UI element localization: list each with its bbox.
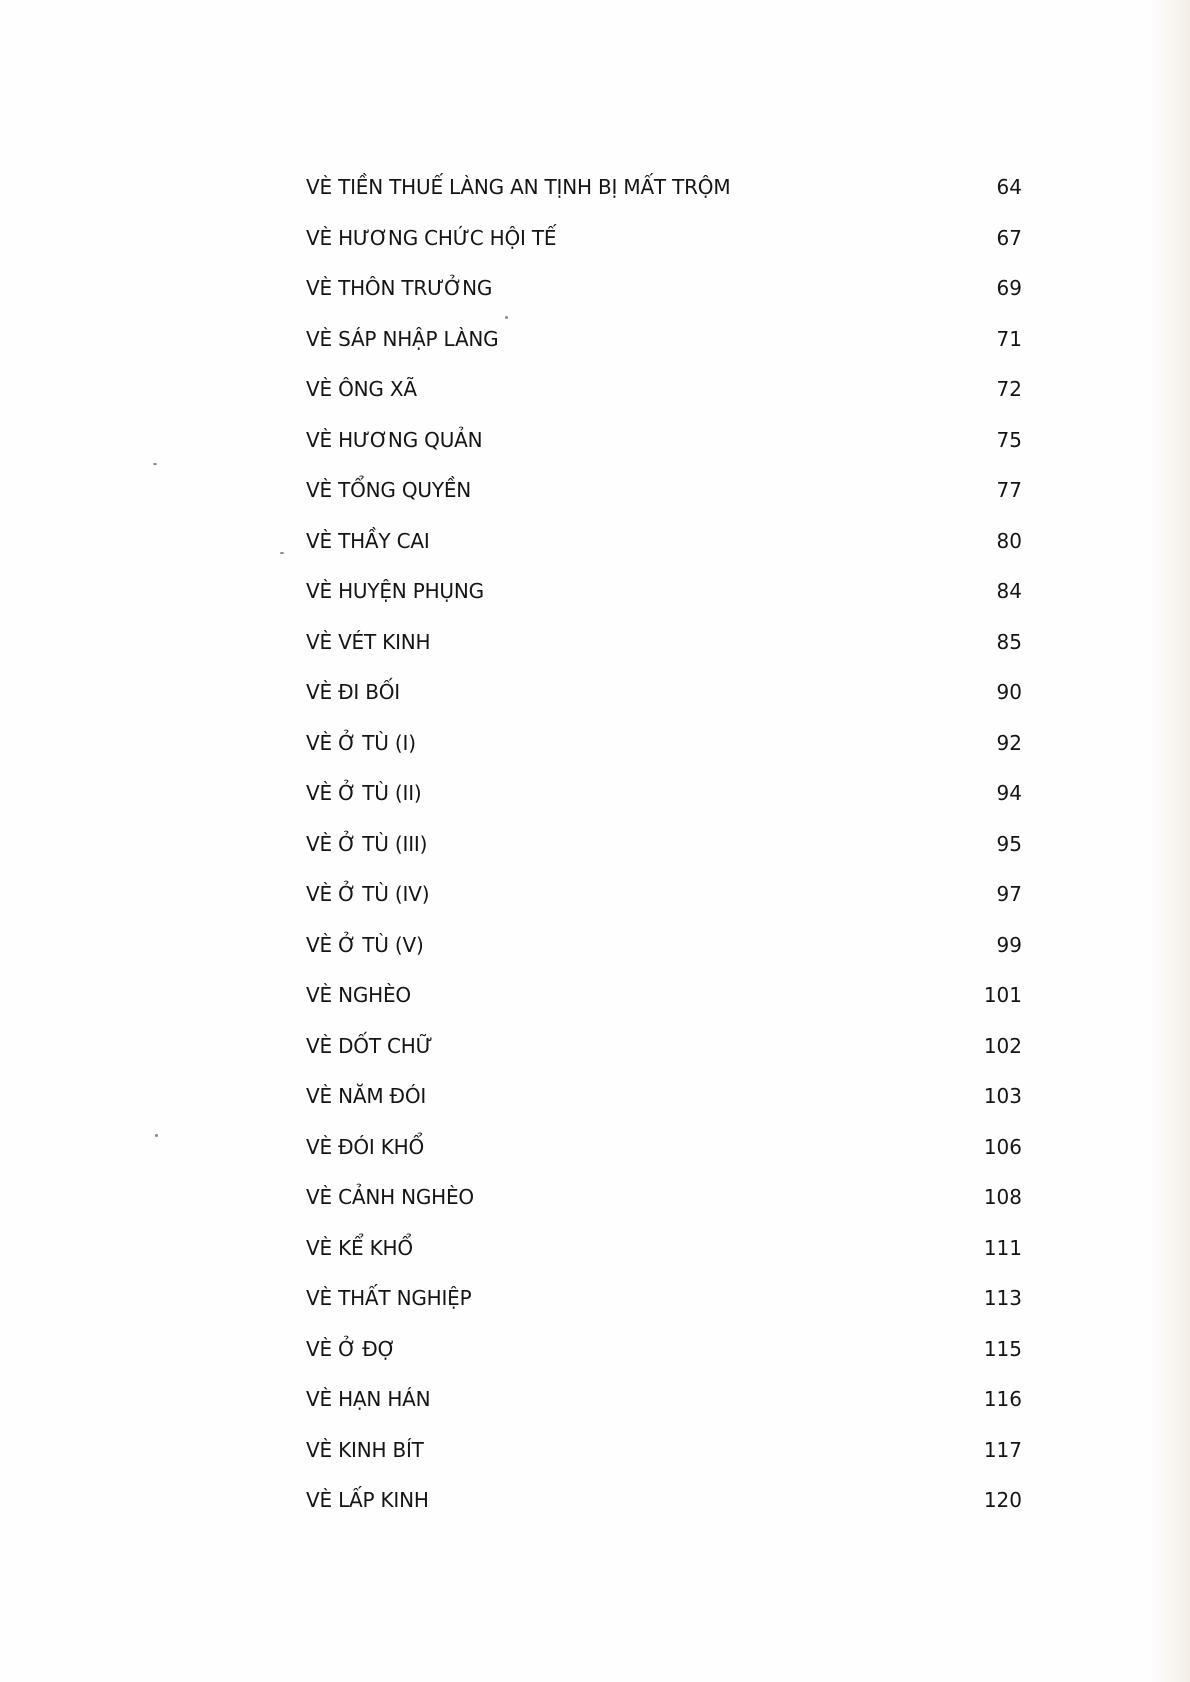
- toc-entry-title: VÈ LẤP KINH: [306, 1488, 429, 1512]
- toc-entry-page-number: 90: [996, 680, 1022, 704]
- toc-entry: [306, 174, 1022, 225]
- toc-entry: [306, 780, 1022, 831]
- toc-entry: [306, 730, 1022, 781]
- toc-entry: [306, 326, 1022, 377]
- toc-entry-page-number: 99: [996, 932, 1022, 957]
- toc-entry-title: VÈ ĐI BỐI: [306, 680, 400, 704]
- toc-entry-page-number: 85: [996, 629, 1022, 654]
- toc-entry: [306, 528, 1022, 579]
- toc-entry: [306, 1235, 1022, 1286]
- toc-entry-page-number: 64: [996, 175, 1022, 199]
- toc-entry-page-number: 97: [996, 882, 1022, 906]
- toc-entry-title: VÈ KINH BÍT: [306, 1437, 424, 1462]
- toc-entry-title: VÈ Ở TÙ (II): [306, 781, 422, 805]
- toc-entry-title: VÈ TỔNG QUYỀN: [306, 478, 472, 502]
- toc-entry: [306, 629, 1022, 680]
- toc-entry-title: VÈ NĂM ĐÓI: [306, 1084, 427, 1108]
- toc-entry-page-number: 108: [983, 1185, 1022, 1209]
- toc-entry-page-number: 94: [996, 781, 1022, 805]
- toc-entry-page-number: 106: [983, 1134, 1022, 1159]
- page-edge-shadow: [1148, 0, 1190, 1682]
- toc-entry-page-number: 116: [983, 1387, 1022, 1411]
- toc-entry-title: VÈ Ở ĐỢ: [306, 1336, 396, 1361]
- toc-entry-title: VÈ DỐT CHỮ: [306, 1033, 433, 1058]
- toc-entry: [306, 225, 1022, 276]
- toc-entry: [306, 427, 1022, 478]
- toc-entry-title: VÈ HẠN HÁN: [306, 1387, 431, 1411]
- toc-entry-title: VÈ THẤT NGHIỆP: [306, 1286, 472, 1310]
- toc-entry: [306, 881, 1022, 932]
- toc-entry: [306, 376, 1022, 427]
- toc-entry-title: VÈ CẢNH NGHÈO: [306, 1185, 474, 1209]
- toc-entry: [306, 1134, 1022, 1185]
- toc-entry-page-number: 115: [983, 1336, 1022, 1361]
- toc-entry: [306, 477, 1022, 528]
- toc-entry-page-number: 80: [996, 528, 1022, 553]
- toc-entry: [306, 1487, 1022, 1538]
- toc-entry-title: VÈ TIỀN THUẾ LÀNG AN TỊNH BỊ MẤT TRỘM: [306, 175, 731, 199]
- toc-entry: [306, 1336, 1022, 1387]
- toc-entry-title: VÈ THẦY CAI: [306, 528, 430, 553]
- toc-entry: [306, 1386, 1022, 1437]
- toc-entry-page-number: 113: [983, 1286, 1022, 1310]
- toc-entry-title: VÈ Ở TÙ (III): [306, 831, 428, 856]
- scan-speck: [155, 1134, 158, 1137]
- toc-entry-title: VÈ KỂ KHỔ: [306, 1235, 413, 1260]
- toc-entry: [306, 275, 1022, 326]
- toc-entry-page-number: 92: [996, 730, 1022, 755]
- toc-entry-title: VÈ Ở TÙ (I): [306, 730, 416, 755]
- toc-entry: [306, 831, 1022, 882]
- toc-entry-page-number: 103: [983, 1084, 1022, 1108]
- toc-entry: [306, 1437, 1022, 1488]
- toc-entry-title: VÈ HUYỆN PHỤNG: [306, 579, 484, 603]
- toc-entry: [306, 1083, 1022, 1134]
- toc-entry-page-number: 102: [983, 1033, 1022, 1058]
- toc-entry-page-number: 69: [996, 276, 1022, 300]
- toc-entry-title: VÈ Ở TÙ (V): [306, 932, 424, 957]
- toc-entry-page-number: 101: [983, 983, 1022, 1007]
- toc-entry-title: VÈ THÔN TRƯỞNG: [306, 276, 493, 300]
- toc-entry: [306, 1033, 1022, 1084]
- toc-entry: [306, 679, 1022, 730]
- toc-entry-page-number: 111: [983, 1235, 1022, 1260]
- toc-entry-title: VÈ Ở TÙ (IV): [306, 882, 430, 906]
- scan-speck: [280, 552, 284, 554]
- toc-entry: [306, 932, 1022, 983]
- toc-entry-page-number: 77: [996, 478, 1022, 502]
- toc-entry-title: VÈ HƯƠNG CHỨC HỘI TẾ: [306, 225, 557, 250]
- toc-entry-title: VÈ ÔNG XÃ: [306, 377, 417, 401]
- toc-entry: [306, 982, 1022, 1033]
- toc-entry-title: VÈ HƯƠNG QUẢN: [306, 427, 483, 452]
- toc-entry-page-number: 72: [996, 377, 1022, 401]
- toc-entry: [306, 1285, 1022, 1336]
- toc-entry-page-number: 71: [996, 326, 1022, 351]
- toc-entry: [306, 578, 1022, 629]
- toc-entry: [306, 1184, 1022, 1235]
- toc-entry-page-number: 67: [996, 225, 1022, 250]
- toc-entry-title: VÈ SÁP NHẬP LÀNG: [306, 326, 499, 351]
- toc-entry-title: VÈ NGHÈO: [306, 983, 411, 1007]
- scan-speck: [153, 463, 157, 465]
- table-of-contents: [306, 174, 1022, 1538]
- toc-entry-page-number: 120: [983, 1488, 1022, 1512]
- toc-entry-title: VÈ ĐÓI KHỔ: [306, 1134, 425, 1159]
- toc-entry-title: VÈ VÉT KINH: [306, 629, 431, 654]
- toc-entry-page-number: 95: [996, 831, 1022, 856]
- toc-entry-page-number: 75: [996, 427, 1022, 452]
- toc-entry-page-number: 117: [983, 1437, 1022, 1462]
- toc-entry-page-number: 84: [996, 579, 1022, 603]
